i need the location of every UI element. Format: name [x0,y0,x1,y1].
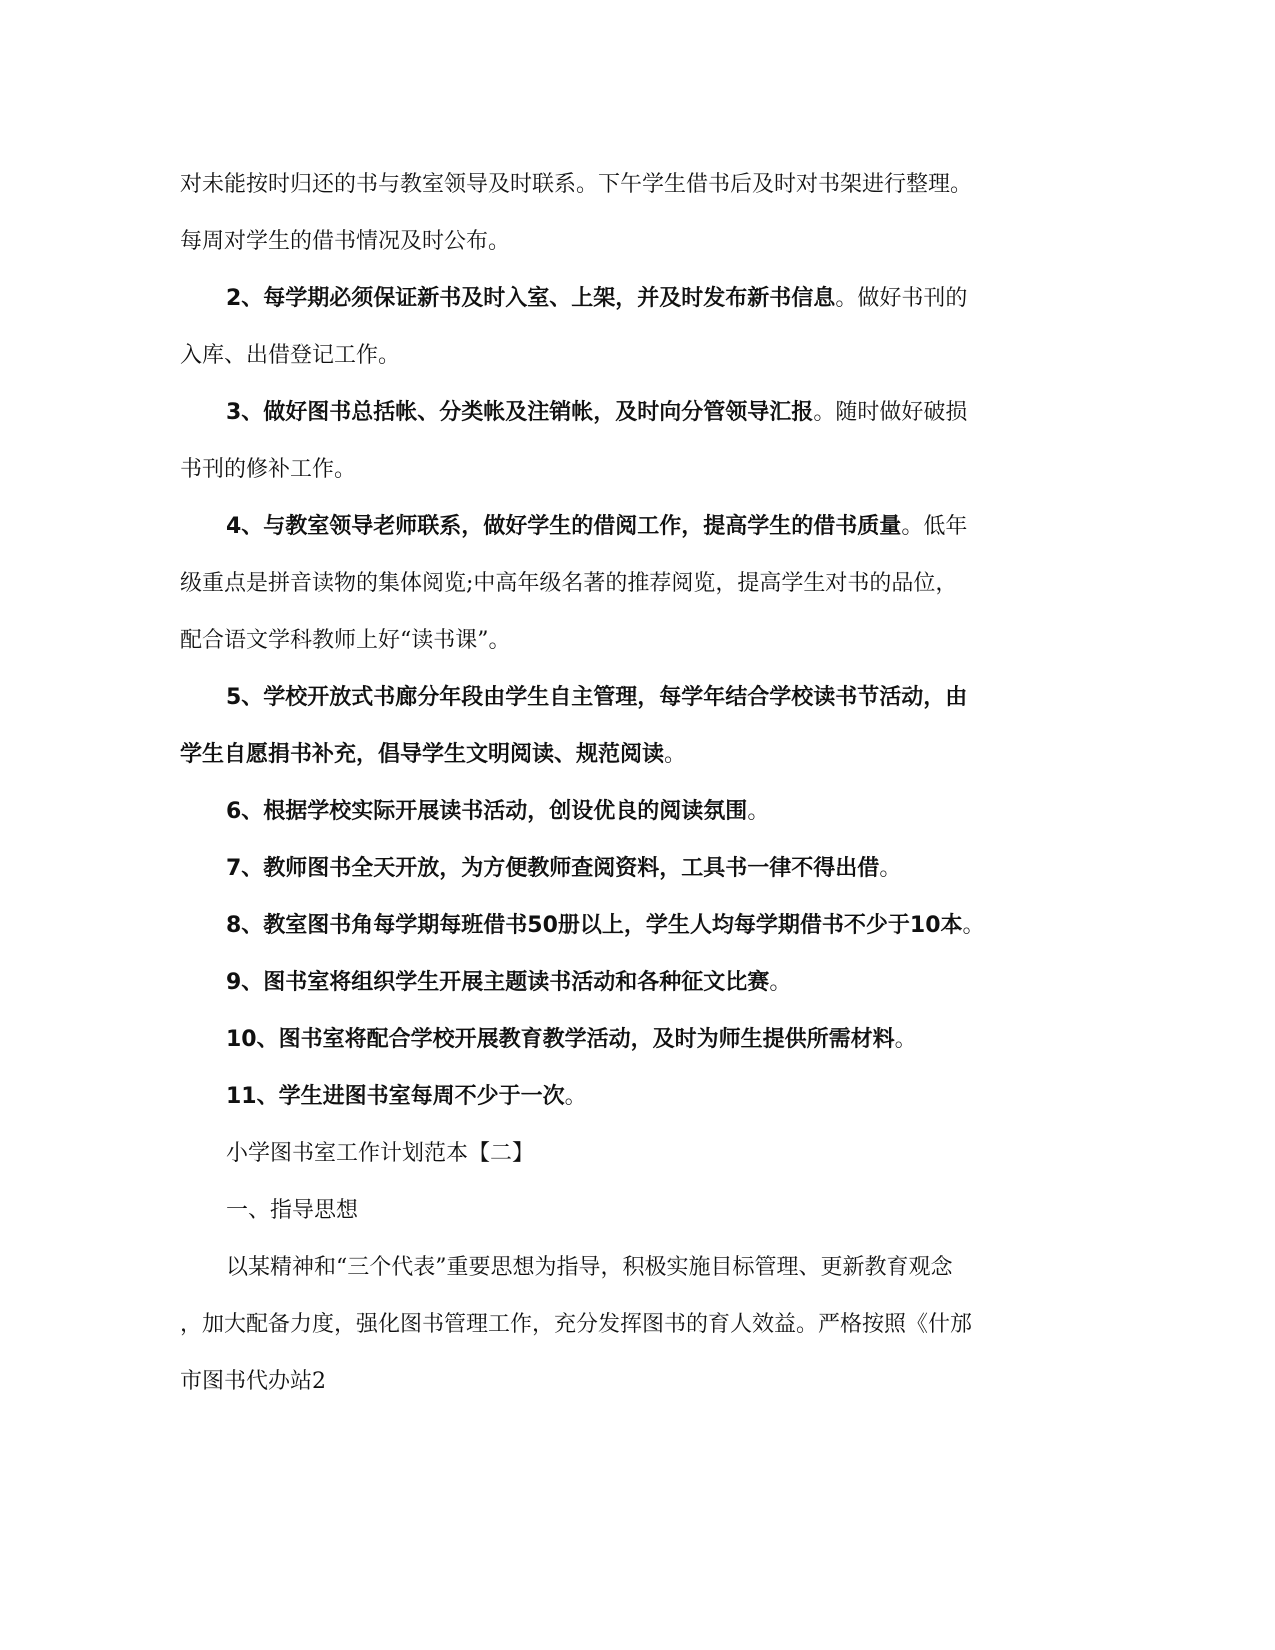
bold-text: 5、学校开放式书廊分年段由学生自主管理，每学年结合学校读书节活动，由 [226,685,968,710]
text-line [0,564,1275,604]
bold-text: 11、学生进图书室每周不少于一次 [226,1084,565,1109]
bold-text: 4、与教室领导老师联系，做好学生的借阅工作，提高学生的借书质量 [226,514,902,539]
text-line [0,1362,1275,1402]
text-line [0,1134,1275,1174]
text-line [0,336,1275,376]
normal-text: 对未能按时归还的书与教室领导及时联系。下午学生借书后及时对书架进行整理。 [180,172,973,197]
normal-text: 市图书代办站2 [180,1369,326,1394]
bold-text: 9、图书室将组织学生开展主题读书活动和各种征文比赛 [226,970,770,995]
normal-text: 。低年 [901,514,968,539]
bold-text: 2、每学期必须保证新书及时入室、上架，并及时发布新书信息 [226,286,836,311]
text-line [0,279,1275,319]
bold-text: 7、教师图书全天开放，为方便教师查阅资料，工具书一律不得出借 [226,856,880,881]
text-line [0,1077,1275,1117]
bold-text: 6、根据学校实际开展读书活动，创设优良的阅读氛围 [226,799,748,824]
bold-text: 学生自愿捐书补充，倡导学生文明阅读、规范阅读 [180,742,665,767]
normal-text: 级重点是拼音读物的集体阅览;中高年级名著的推荐阅览，提高学生对书的品位， [180,571,958,596]
normal-text: 。做好书刊的 [835,286,968,311]
text-line [0,1020,1275,1060]
normal-text: 。 [664,742,687,767]
normal-text: 入库、出借登记工作。 [180,343,401,368]
text-line [0,792,1275,832]
text-line [0,849,1275,889]
text-line [0,906,1275,946]
normal-text: 。 [747,799,770,824]
text-line [0,678,1275,718]
text-line [0,165,1275,205]
section-heading: 小学图书室工作计划范本【二】 [226,1141,535,1166]
normal-text: 。 [962,913,985,938]
subsection-heading: 一、指导思想 [226,1198,359,1223]
text-line [0,1305,1275,1345]
bold-text: 3、做好图书总括帐、分类帐及注销帐，及时向分管领导汇报 [226,400,814,425]
bold-text: 10、图书室将配合学校开展教育教学活动，及时为师生提供所需材料 [226,1027,895,1052]
text-line [0,507,1275,547]
normal-text: 配合语文学科教师上好“读书课”。 [180,628,511,653]
normal-text: 每周对学生的借书情况及时公布。 [180,229,511,254]
normal-text: 。 [564,1084,587,1109]
normal-text: 。 [894,1027,917,1052]
text-line [0,222,1275,262]
text-line [0,963,1275,1003]
normal-text: 。 [769,970,792,995]
text-line [0,735,1275,775]
normal-text: 。随时做好破损 [813,400,968,425]
text-line [0,621,1275,661]
text-line [0,1191,1275,1231]
normal-text: 。 [879,856,902,881]
text-line [0,393,1275,433]
bold-text: 8、教室图书角每学期每班借书50册以上，学生人均每学期借书不少于10本 [226,913,963,938]
text-line [0,1248,1275,1288]
normal-text: 以某精神和“三个代表”重要思想为指导，积极实施目标管理、更新教育观念 [226,1255,953,1280]
normal-text: 书刊的修补工作。 [180,457,357,482]
text-line [0,450,1275,490]
normal-text: ，加大配备力度，强化图书管理工作，充分发挥图书的育人效益。严格按照《什邡 [180,1312,973,1337]
